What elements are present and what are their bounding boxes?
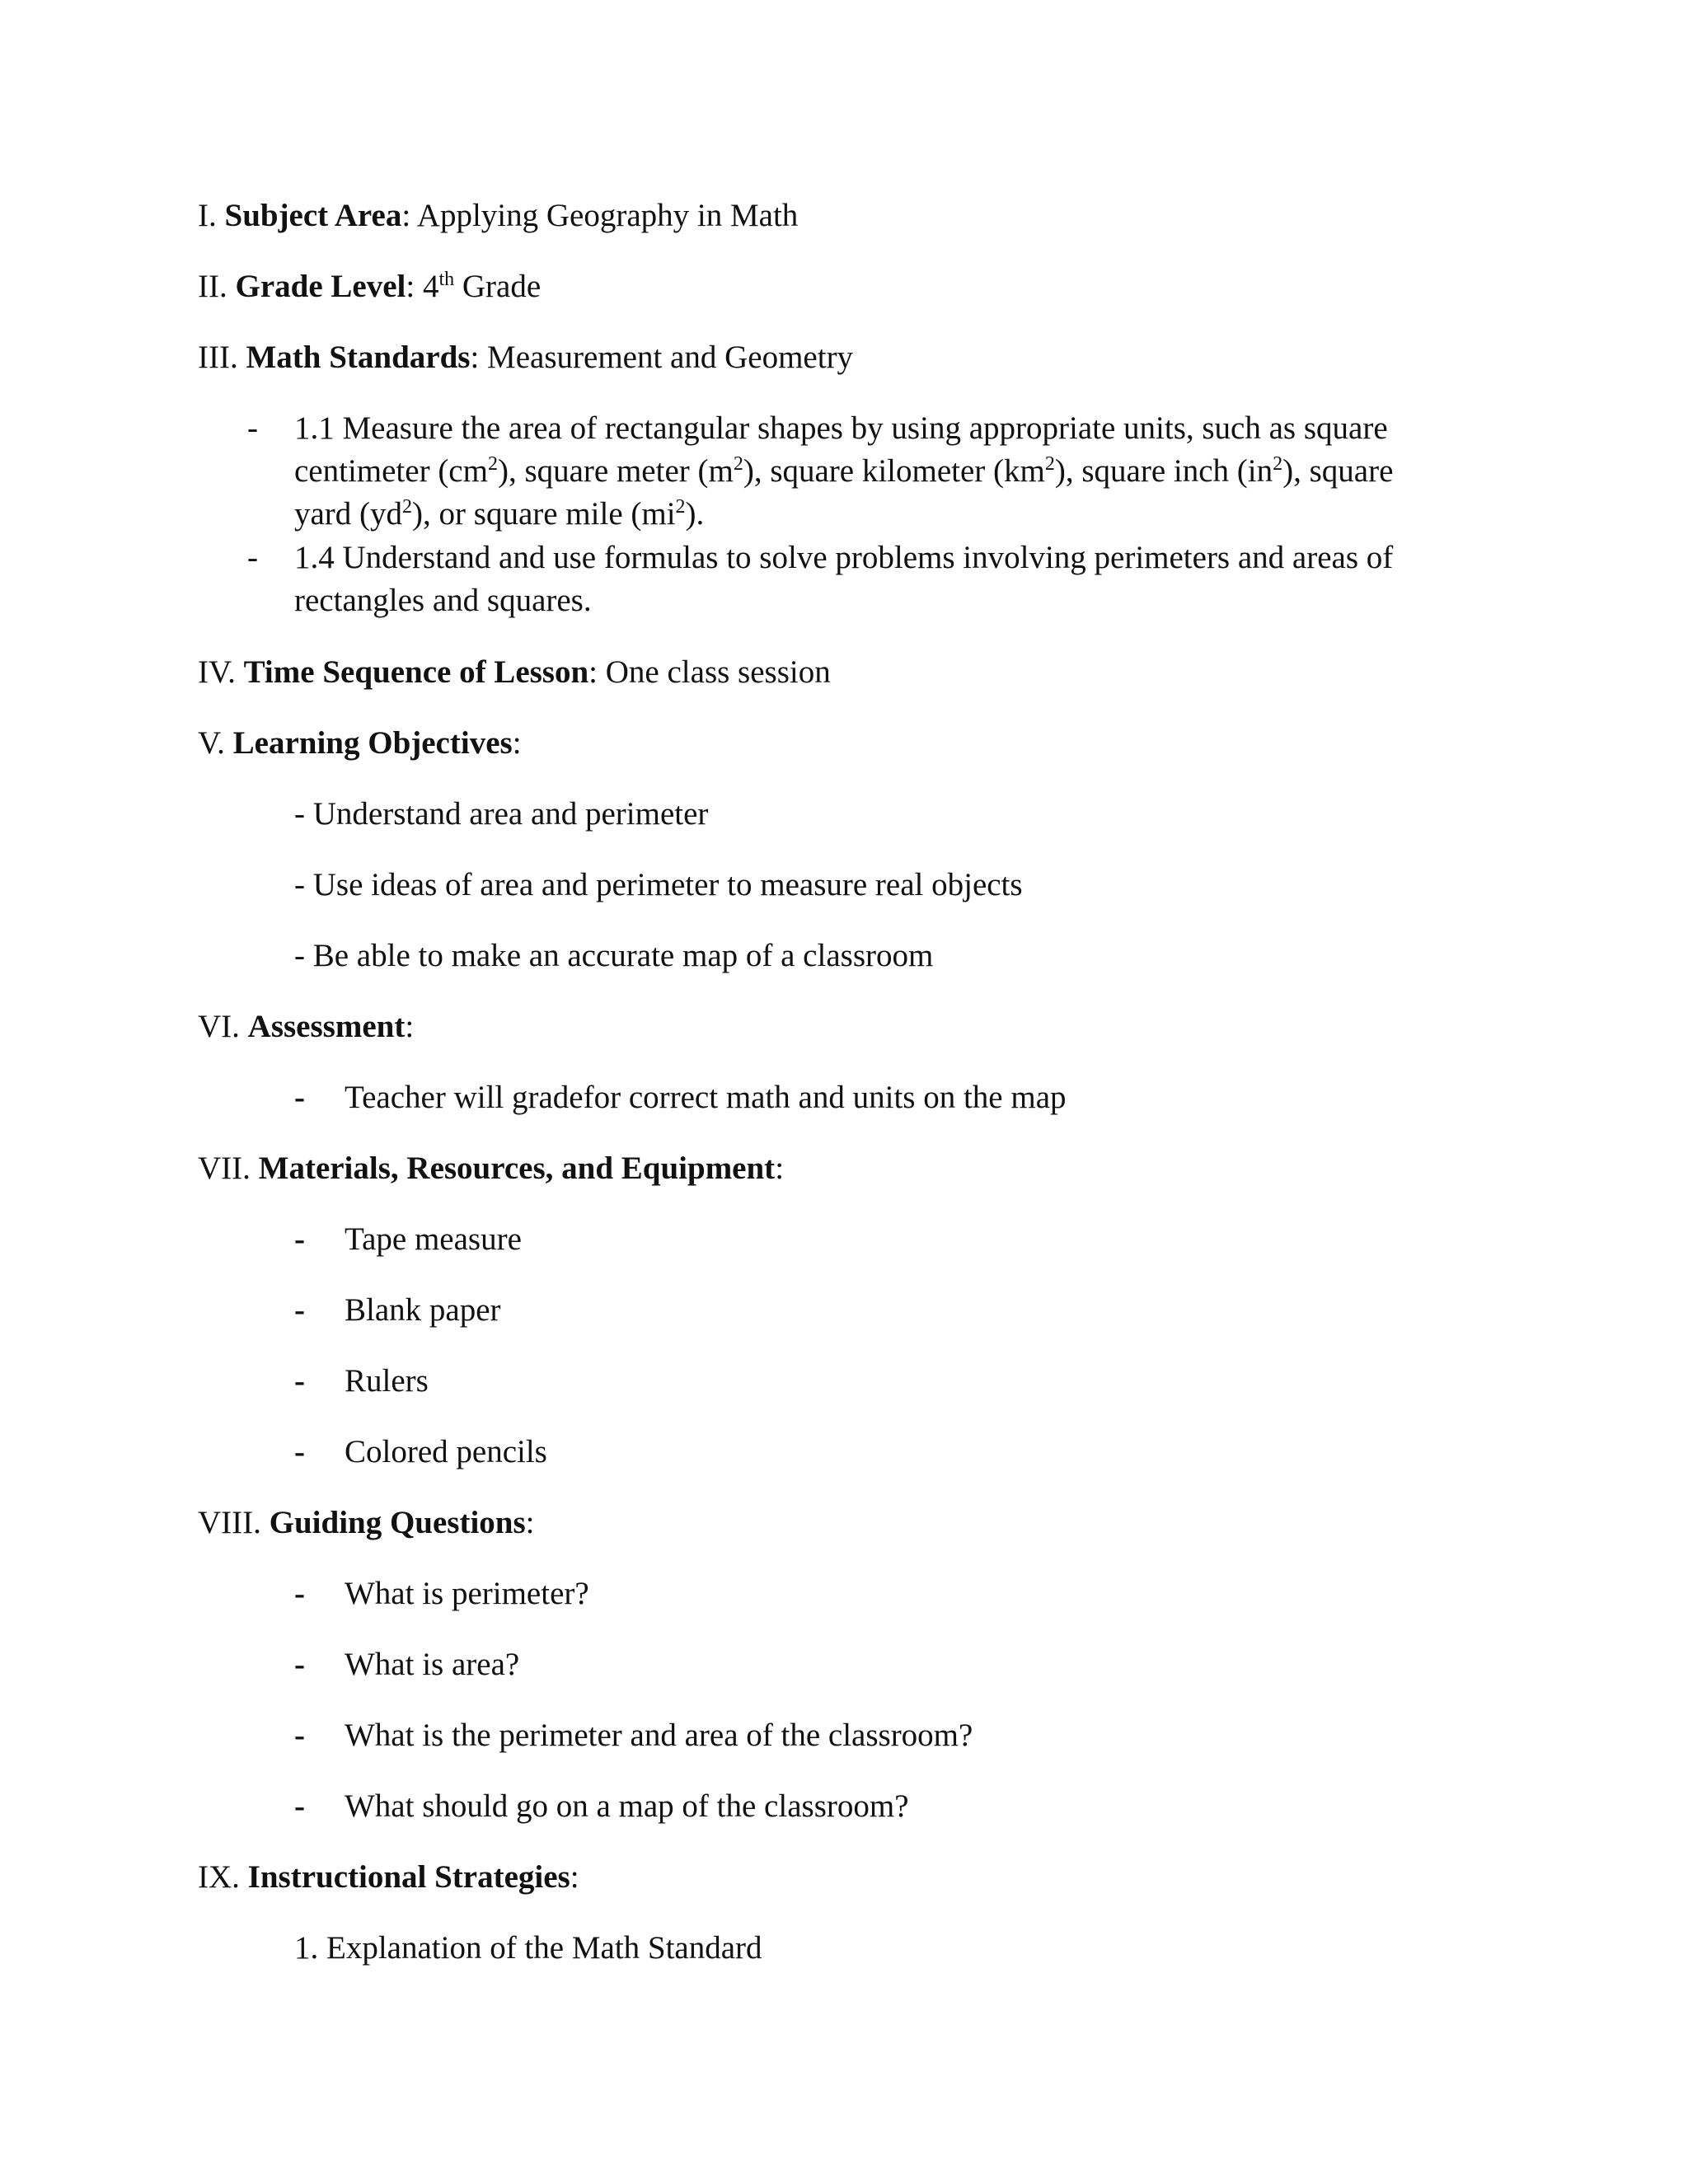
bullet-dash: - [294, 1647, 305, 1682]
section-label: Math Standards [246, 340, 471, 375]
standard-1-1: 1.1 Measure the area of rectangular shapes by using appropriate units, such as square centimeter $(cm^2)$, square meter $(m^2)$, square kilometer $(km^2)$, square inch $(in^2)$, square yard $(yd^2)$, or square mile $(mi^2)$. [294, 410, 1394, 532]
section-numeral: II. [198, 269, 227, 304]
section-learning-objectives: V. Learning Objectives: [198, 725, 522, 761]
section-numeral: I. [198, 198, 217, 233]
strategy-item: 1. Explanation of the Math Standard [294, 1930, 762, 1966]
section-math-standards: III. Math Standards: Measurement and Geometry [198, 340, 854, 375]
section-instructional-strategies: IX. Instructional Strategies: [198, 1859, 579, 1895]
question-item: What is perimeter? [345, 1576, 589, 1611]
objective-item: - Be able to make an accurate map of a classroom [294, 938, 934, 973]
section-numeral: VII. [198, 1151, 251, 1186]
bullet-dash: - [294, 1221, 305, 1257]
section-value: Measurement and Geometry [479, 340, 854, 375]
section-label: Subject Area [224, 198, 402, 233]
bullet-dash: - [294, 1718, 305, 1753]
section-numeral: IX. [198, 1859, 240, 1895]
bullet-dash: - [294, 1363, 305, 1399]
bullet-dash: - [294, 1080, 305, 1115]
section-numeral: VIII. [198, 1505, 261, 1540]
material-item: Rulers [345, 1363, 429, 1399]
section-assessment: VI. Assessment: [198, 1009, 415, 1044]
objective-item: - Understand area and perimeter [294, 796, 709, 832]
bullet-dash: - [294, 1434, 305, 1469]
material-item: Colored pencils [345, 1434, 547, 1469]
bullet-dash: - [294, 1576, 305, 1611]
standard-dash: - [247, 540, 258, 575]
assessment-item: Teacher will gradefor correct math and units on the map [345, 1080, 1067, 1115]
question-item: What is the perimeter and area of the classroom? [345, 1718, 973, 1753]
bullet-dash: - [294, 1292, 305, 1328]
section-materials: VII. Materials, Resources, and Equipment: [198, 1151, 785, 1186]
bullet-dash: - [294, 1788, 305, 1824]
question-item: What should go on a map of the classroom? [345, 1788, 909, 1824]
section-numeral: VI. [198, 1009, 240, 1044]
standard-dash: - [247, 410, 258, 446]
material-item: Blank paper [345, 1292, 501, 1328]
section-value: Applying Geography in Math [410, 198, 799, 233]
section-label: Time Sequence of Lesson [243, 654, 589, 690]
section-label: Learning Objectives [232, 725, 513, 761]
section-numeral: IV. [198, 654, 236, 690]
section-time-sequence: IV. Time Sequence of Lesson: One class session [198, 654, 831, 690]
question-item: What is area? [345, 1647, 520, 1682]
section-label: Grade Level [235, 269, 406, 304]
section-label: Assessment [247, 1009, 406, 1044]
section-numeral: III. [198, 340, 238, 375]
standard-1-4: 1.4 Understand and use formulas to solve problems involving perimeters and areas of rectangles and squares. [294, 540, 1394, 618]
section-grade-level: II. Grade Level: 4th Grade [198, 269, 542, 304]
material-item: Tape measure [345, 1221, 522, 1257]
section-numeral: V. [198, 725, 225, 761]
section-label: Instructional Strategies [247, 1859, 570, 1895]
section-guiding-questions: VIII. Guiding Questions: [198, 1505, 535, 1540]
section-label: Guiding Questions [269, 1505, 526, 1540]
section-label: Materials, Resources, and Equipment [258, 1151, 776, 1186]
objective-item: - Use ideas of area and perimeter to measure real objects [294, 867, 1023, 902]
section-value: One class session [598, 654, 831, 690]
section-subject-area: I. Subject Area: Applying Geography in Math [198, 198, 799, 233]
